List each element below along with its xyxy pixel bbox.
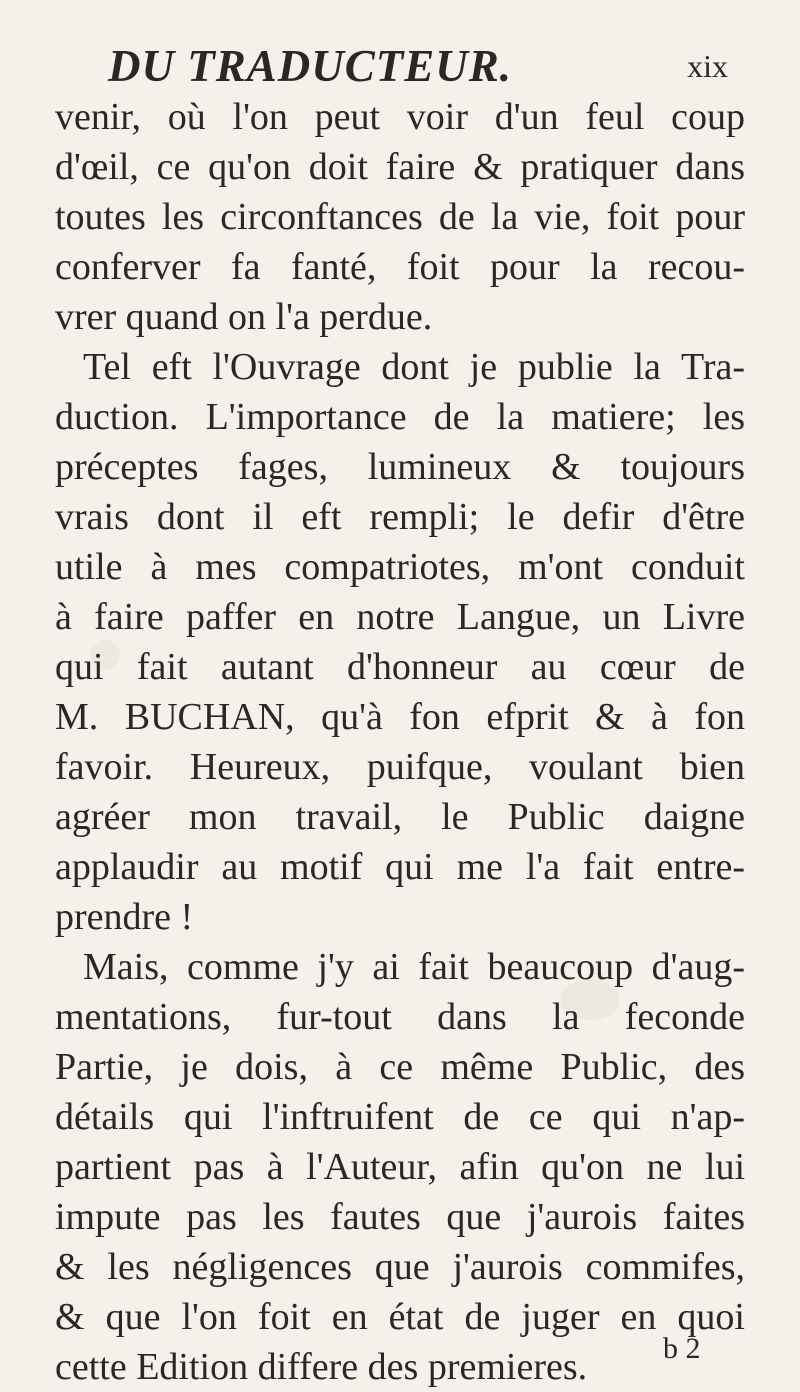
- text-line: qui fait autant d'honneur au cœur de: [55, 646, 745, 688]
- signature-mark: b 2: [663, 1332, 701, 1365]
- text-line: favoir. Heureux, puifque, voulant bien: [55, 746, 745, 788]
- text-line: & les négligences que j'aurois commifes,: [55, 1246, 745, 1288]
- running-title: DU TRADUCTEUR.: [108, 41, 513, 91]
- text-line: à faire paffer en notre Langue, un Livre: [55, 596, 745, 638]
- page-number: xix: [687, 48, 728, 84]
- text-line: partient pas à l'Auteur, afin qu'on ne lui: [55, 1146, 745, 1188]
- text-line: détails qui l'inftruifent de ce qui n'ap-: [55, 1096, 745, 1138]
- text-line: cette Edition differe des premieres.: [55, 1346, 588, 1388]
- body-text: [55, 92, 745, 1392]
- text-line: d'œil, ce qu'on doit faire & pratiquer dans: [55, 146, 745, 188]
- text-line: duction. L'importance de la matiere; les: [55, 396, 745, 438]
- text-line: mentations, fur-tout dans la feconde: [55, 996, 745, 1038]
- text-line: M. BUCHAN, qu'à fon efprit & à fon: [55, 696, 745, 738]
- text-line: vrer quand on l'a perdue.: [55, 296, 433, 338]
- text-line: Mais, comme j'y ai fait beaucoup d'aug-: [83, 946, 745, 988]
- page-header: [108, 40, 728, 100]
- text-line: conferver fa fanté, foit pour la recou-: [55, 246, 745, 288]
- text-line: vrais dont il eft rempli; le defir d'être: [55, 496, 745, 538]
- text-line: toutes les circonftances de la vie, foit pour: [55, 196, 745, 238]
- text-line: venir, où l'on peut voir d'un feul coup: [55, 96, 745, 138]
- text-line: utile à mes compatriotes, m'ont conduit: [55, 546, 745, 588]
- text-line: applaudir au motif qui me l'a fait entre-: [55, 846, 745, 888]
- text-line: Tel eft l'Ouvrage dont je publie la Tra-: [83, 346, 745, 388]
- text-line: préceptes fages, lumineux & toujours: [55, 446, 745, 488]
- text-line: agréer mon travail, le Public daigne: [55, 796, 745, 838]
- text-line: Partie, je dois, à ce même Public, des: [55, 1046, 745, 1088]
- text-line: impute pas les fautes que j'aurois faites: [55, 1196, 745, 1238]
- text-line: prendre !: [55, 896, 194, 938]
- text-line: & que l'on foit en état de juger en quoi: [55, 1296, 745, 1338]
